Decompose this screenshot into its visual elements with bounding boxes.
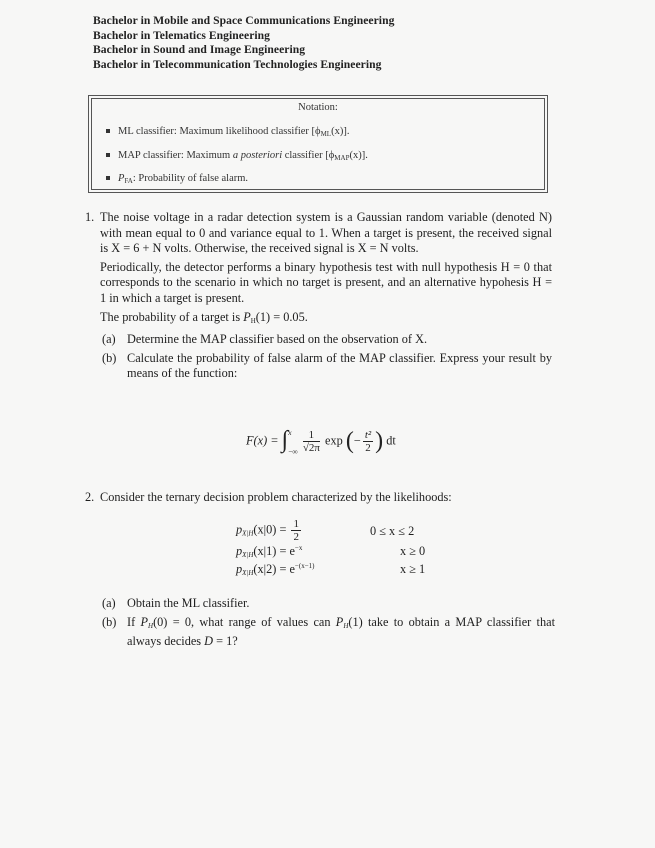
denominator: 2 bbox=[293, 531, 299, 543]
part-text: Obtain the ML classifier. bbox=[127, 596, 250, 610]
bullet-icon bbox=[106, 176, 110, 180]
formula-lhs: F(x) = bbox=[246, 433, 279, 448]
problem-1-part-b bbox=[100, 351, 552, 382]
math-symbol: p bbox=[236, 544, 243, 558]
fraction bbox=[363, 429, 373, 454]
text-segment: The probability of a target is bbox=[100, 309, 244, 324]
part-text: Determine the MAP classifier based on the observation of X. bbox=[127, 332, 428, 347]
part-label: (a) bbox=[102, 332, 116, 347]
problem-1-part-a bbox=[100, 332, 552, 348]
part-text: Calculate the probability of false alarm of the MAP classifier. Express your result by means of the function: bbox=[127, 350, 552, 381]
cdf-formula: F(x) = ∫ x −∞ $\frac{1}{√2\pi}$ exp (− $\frac{\text{t²}}{2}$ ) dt bbox=[246, 428, 396, 455]
numerator: 1 bbox=[303, 429, 320, 442]
problem-1-paragraph-1: The noise voltage in a radar detection system is a Gaussian random variable (denoted N) with mean equal to 0 and variance equal to 1. When a target is present, the received signal is X = 6 + N volts. Otherwise, the received signal is X = N volts. bbox=[100, 210, 552, 256]
notation-desc: : Probability of false alarm. bbox=[132, 173, 249, 184]
denominator: 2 bbox=[365, 442, 371, 454]
math-superscript: −x bbox=[294, 544, 303, 552]
notation-symbol: [ϕ bbox=[325, 150, 335, 161]
notation-term: ML classifier: bbox=[118, 126, 177, 137]
fraction bbox=[291, 518, 301, 543]
exp-function: exp bbox=[325, 433, 343, 448]
math-subscript: X|H bbox=[242, 529, 254, 538]
likelihood-row-2 bbox=[236, 562, 314, 577]
problem-2-intro: Consider the ternary decision problem characterized by the likelihoods: bbox=[100, 490, 452, 504]
part-label: (a) bbox=[102, 596, 116, 610]
notation-desc-italic: a posteriori bbox=[232, 150, 283, 161]
degree-line: Bachelor in Telematics Engineering bbox=[93, 28, 271, 42]
numerator: 1 bbox=[293, 518, 299, 530]
problem-1-paragraph-3 bbox=[100, 310, 552, 330]
problem-2 bbox=[85, 490, 555, 506]
likelihood-row-0 bbox=[236, 518, 303, 543]
notation-desc: Maximum likelihood classifier bbox=[179, 126, 309, 137]
problem-2-part-a bbox=[100, 596, 555, 612]
likelihood-argument: (x|2) = e bbox=[253, 562, 295, 576]
bullet-icon bbox=[106, 153, 110, 157]
math-subscript: X|H bbox=[242, 551, 254, 559]
notation-title: Notation: bbox=[298, 102, 338, 113]
math-superscript: −(x−1) bbox=[294, 562, 315, 570]
degree-line: Bachelor in Sound and Image Engineering bbox=[93, 43, 306, 57]
notation-symbol-tail: (x)]. bbox=[331, 126, 350, 137]
upper-limit: x bbox=[288, 427, 292, 437]
problem-number: 2. bbox=[85, 490, 95, 504]
text-segment: (1) take to obtain a MAP classifier that always decides bbox=[127, 614, 555, 649]
notation-subscript: ML bbox=[320, 130, 332, 138]
problem-2-parts bbox=[100, 596, 555, 650]
problem-2-part-b bbox=[100, 615, 555, 650]
math-symbol: p bbox=[236, 522, 243, 537]
likelihood-domain-1: x ≥ 0 bbox=[400, 544, 426, 558]
left-paren-icon: ( bbox=[345, 428, 354, 454]
numerator: t² bbox=[364, 429, 372, 441]
math-subscript: X|H bbox=[242, 569, 254, 577]
math-symbol: P bbox=[243, 309, 251, 324]
notation-desc: classifier bbox=[284, 150, 323, 161]
notation-term: MAP classifier: bbox=[118, 150, 184, 161]
text-segment: = 1? bbox=[213, 634, 238, 649]
math-subscript: H bbox=[148, 621, 154, 630]
likelihood-row-1 bbox=[236, 544, 302, 559]
bullet-icon bbox=[106, 129, 110, 133]
notation-symbol-tail: (x)]. bbox=[349, 150, 368, 161]
degree-line: Bachelor in Mobile and Space Communications Engineering bbox=[93, 14, 395, 27]
integral-limits bbox=[288, 427, 298, 456]
math-symbol: D bbox=[204, 634, 214, 649]
part-label: (b) bbox=[102, 350, 117, 365]
integral-sign-icon: ∫ bbox=[281, 427, 289, 453]
text-segment: If bbox=[127, 614, 141, 629]
degree-line: Bachelor in Telecommunication Technologies Engineering bbox=[93, 58, 382, 72]
problem-number: 1. bbox=[85, 210, 95, 224]
notation-symbol: [ϕ bbox=[311, 126, 321, 137]
right-paren-icon: ) bbox=[375, 428, 384, 454]
notation-item-map bbox=[106, 150, 368, 162]
notation-subscript: FA bbox=[124, 177, 133, 185]
notation-subscript: MAP bbox=[334, 154, 350, 162]
notation-item-ml bbox=[106, 126, 349, 138]
notation-term: P bbox=[118, 173, 125, 184]
notation-desc: Maximum bbox=[186, 150, 231, 161]
lower-limit: −∞ bbox=[288, 446, 298, 456]
likelihood-domain-0: 0 ≤ x ≤ 2 bbox=[370, 524, 415, 538]
problem-1-paragraph-2: Periodically, the detector performs a binary hypothesis test with null hypothesis H = 0 that corresponds to the scenario in which no target is present, and an alternative hypohesis H = 1 in which a target is present. bbox=[100, 259, 552, 305]
math-subscript: H bbox=[343, 621, 349, 630]
notation-box bbox=[88, 95, 548, 193]
math-symbol: P bbox=[335, 614, 344, 629]
likelihood-domain-2: x ≥ 1 bbox=[400, 562, 426, 576]
degree-header bbox=[93, 14, 394, 73]
notation-item-pfa bbox=[106, 173, 248, 185]
likelihood-argument: (x|0) = bbox=[253, 522, 287, 537]
math-subscript: H bbox=[250, 316, 256, 325]
denominator: √2π bbox=[302, 442, 320, 454]
part-label: (b) bbox=[102, 614, 117, 629]
text-segment: (0) = 0, what range of values can bbox=[153, 614, 336, 629]
likelihood-argument: (x|1) = e bbox=[253, 544, 295, 558]
math-symbol: P bbox=[140, 614, 148, 629]
fraction bbox=[303, 429, 320, 454]
text-segment: (1) = 0.05. bbox=[255, 309, 308, 324]
math-symbol: p bbox=[236, 562, 243, 576]
problem-1 bbox=[85, 210, 552, 382]
differential: dt bbox=[386, 433, 396, 448]
